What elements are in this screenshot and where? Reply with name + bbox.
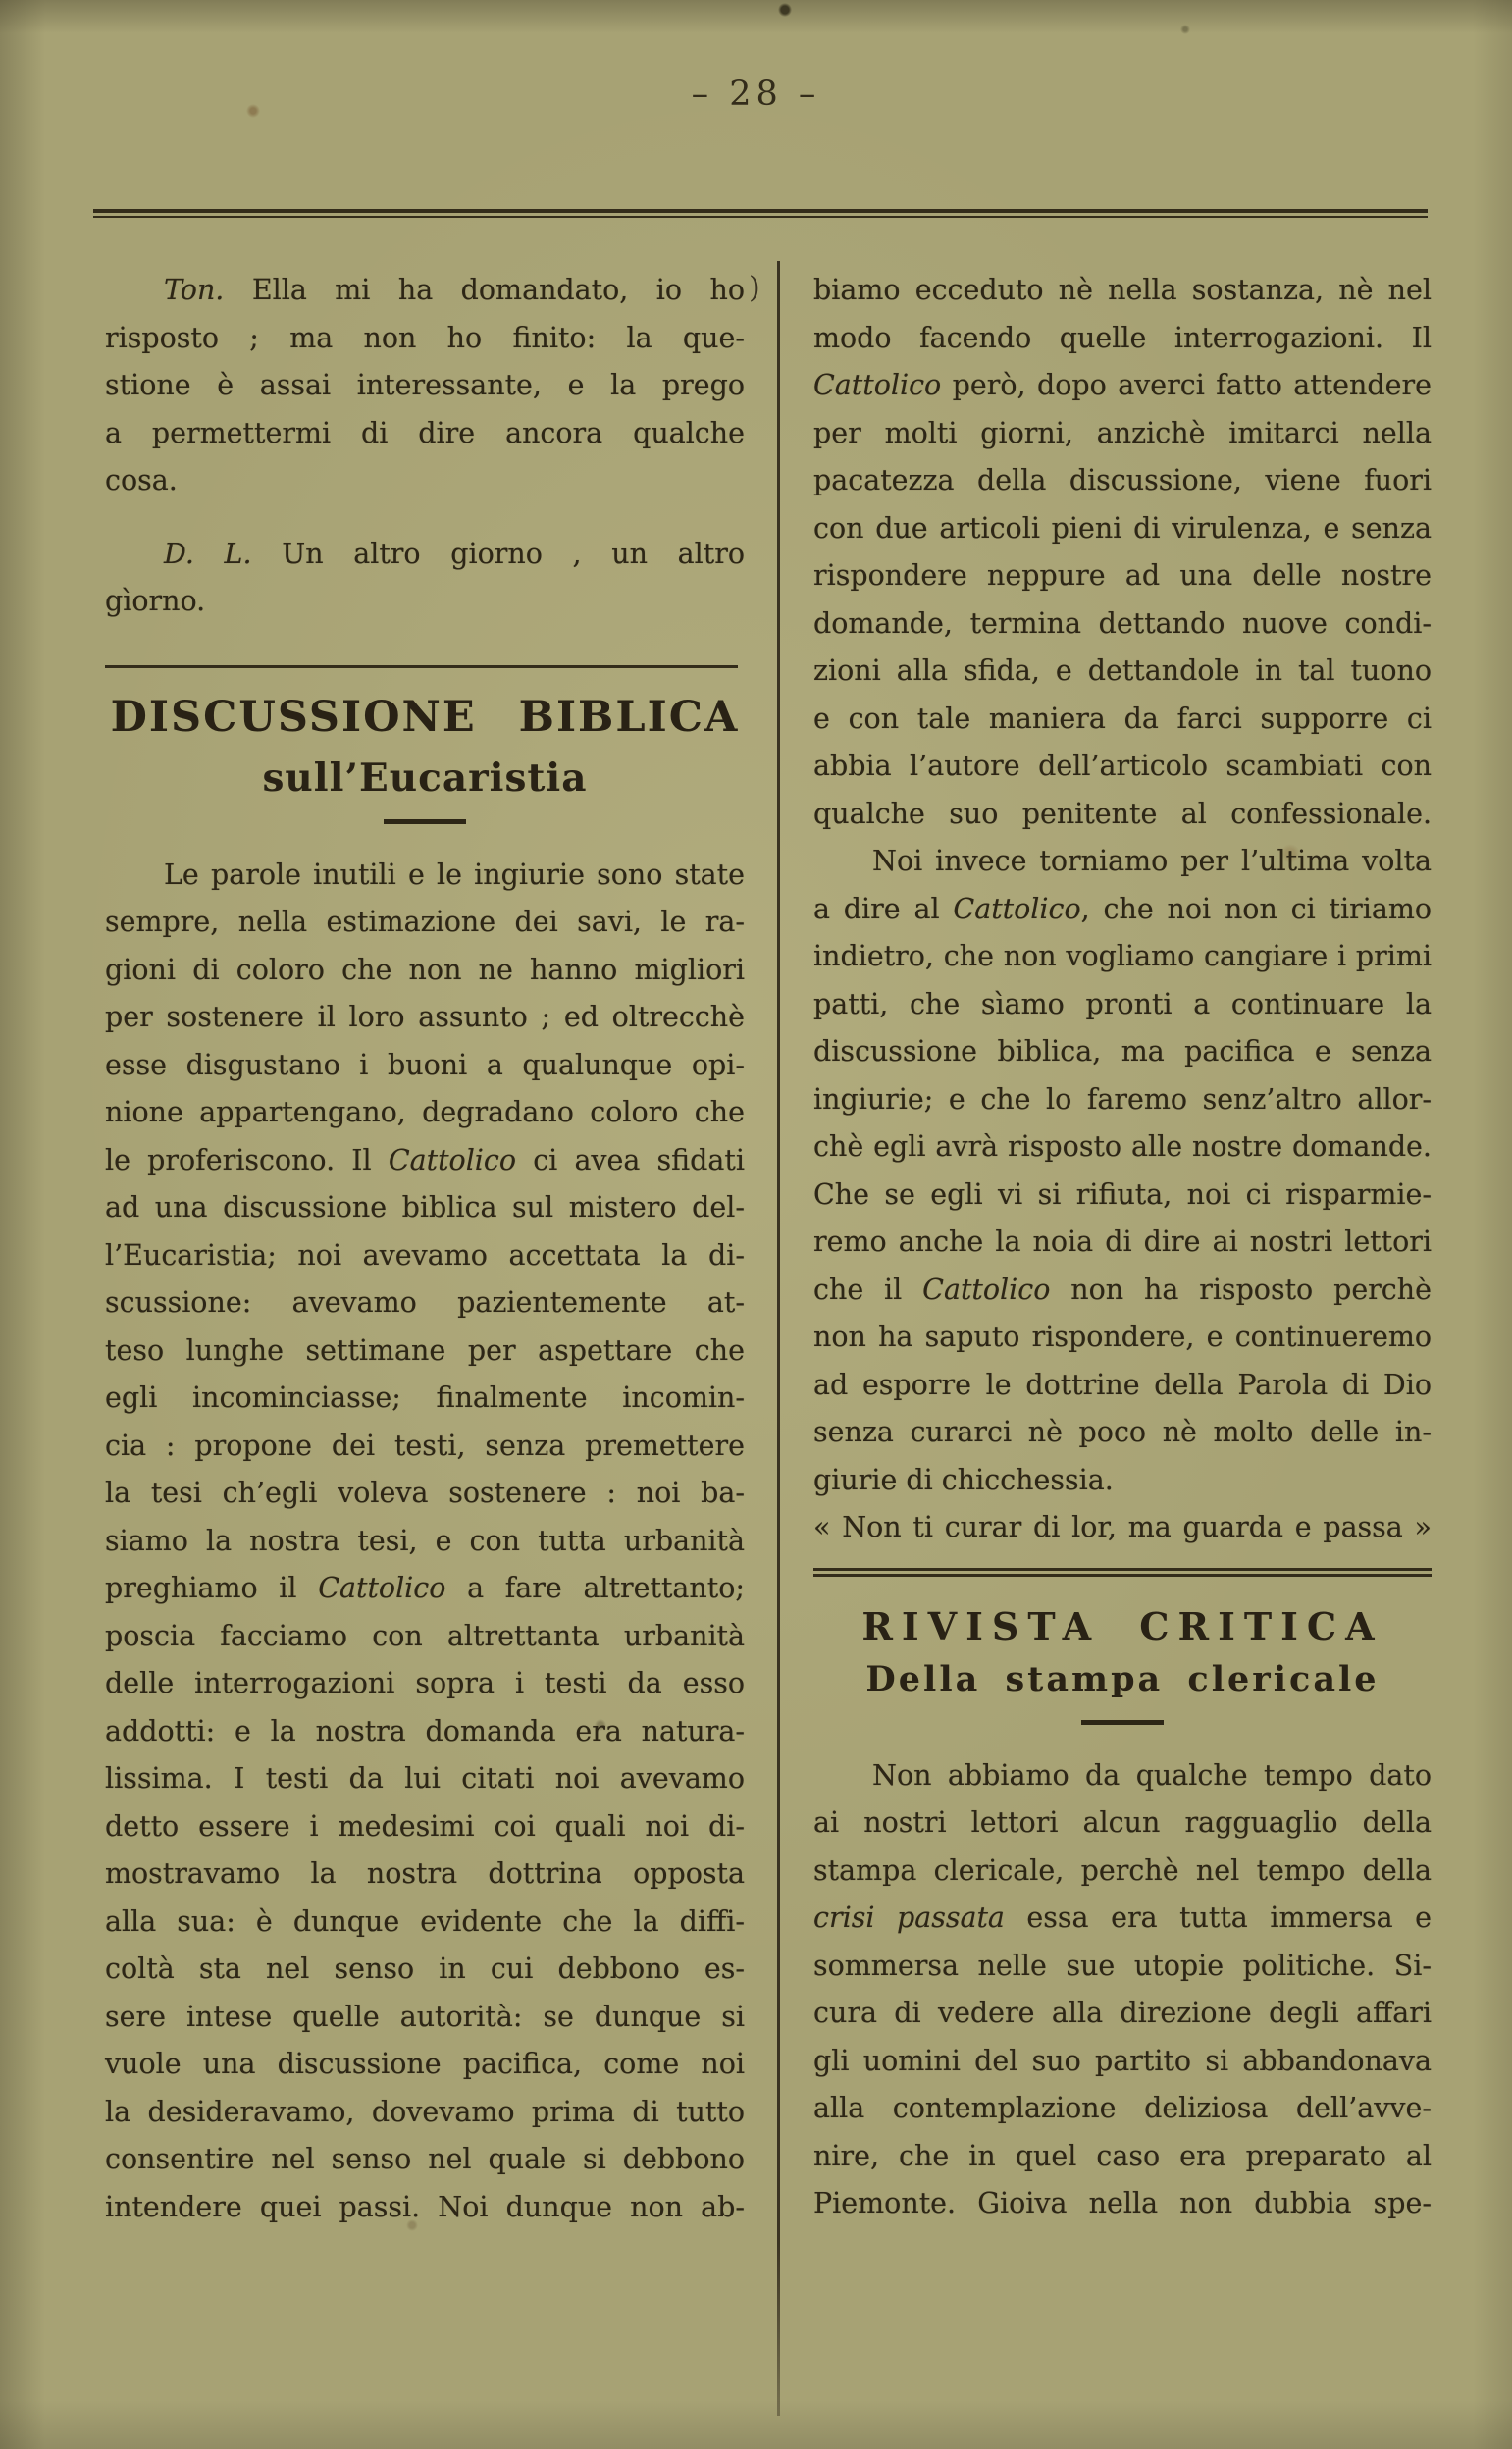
italic-text: Cattolico (388, 1143, 517, 1176)
body-text: abbia l’autore dell’articolo scambiati con (813, 750, 1432, 782)
body-text: Non abbiamo da qualche tempo dato (872, 1758, 1432, 1792)
body-text: per sostenere il loro assunto ; ed oltrecchè (105, 1001, 745, 1033)
body-text: rispondere neppure ad una delle nostre (813, 559, 1432, 592)
body-text: per molti giorni, anzichè imitarci nella (813, 416, 1432, 449)
text-line (105, 1423, 745, 1471)
text-line (105, 410, 745, 458)
column-divider-rule (777, 261, 780, 2416)
rivista-critica-heading: RIVISTA CRITICA (861, 1603, 1383, 1648)
text-line (813, 1848, 1432, 1896)
text-line (813, 838, 1432, 886)
body-text: ad una discussione biblica sul mistero del- (105, 1191, 745, 1224)
text-line (813, 648, 1432, 696)
paragraph (105, 531, 745, 626)
text-line (813, 933, 1432, 981)
text-line (813, 2085, 1432, 2133)
body-text: egli incominciasse; finalmente incomin- (105, 1381, 745, 1414)
body-text: chè egli avrà risposto alle nostre domande. (813, 1130, 1432, 1163)
text-line (813, 1943, 1432, 1991)
text-line (813, 1362, 1432, 1410)
body-text: ci avea sfidati (516, 1143, 745, 1176)
text-line (105, 2089, 745, 2137)
text-line (105, 1328, 745, 1376)
body-text: nione appartengano, degradano coloro che (105, 1096, 745, 1128)
text-line (813, 600, 1432, 649)
text-line (813, 1504, 1432, 1552)
text-line (105, 362, 745, 410)
text-line (105, 899, 745, 947)
text-line (105, 2184, 745, 2232)
text-line (813, 743, 1432, 791)
body-text: sere intese quelle autorità: se dunque si (105, 2000, 745, 2033)
della-stampa-clericale-heading: Della stampa clericale (865, 1658, 1380, 1699)
discussione-biblica-heading: DISCUSSIONE BIBLICA (110, 692, 740, 742)
text-line (813, 1123, 1432, 1172)
text-line (813, 791, 1432, 839)
italic-text: Cattolico (922, 1273, 1051, 1306)
body-text: sempre, nella estimazione dei savi, le ra- (105, 906, 745, 938)
body-text: cosa. (105, 464, 178, 496)
text-line (105, 1089, 745, 1137)
text-line (813, 1457, 1432, 1505)
body-text: Piemonte. Gioiva nella non dubbia spe- (813, 2187, 1432, 2219)
paragraph (105, 267, 745, 505)
body-text: indietro, che non vogliamo cangiare i primi (813, 940, 1432, 972)
body-text: non ha saputo rispondere, e continueremo (813, 1321, 1432, 1353)
text-line (813, 505, 1432, 553)
text-line (105, 947, 745, 995)
body-text: siamo la nostra tesi, e con tutta urbanità (105, 1524, 745, 1557)
body-text: domande, termina dettando nuove condi- (813, 606, 1432, 640)
body-text: consentire nel senso nel quale si debbono (105, 2143, 745, 2175)
body-text: « Non ti curar di lor, ma guarda e passa » (813, 1511, 1432, 1543)
body-text: ad esporre le dottrine della Parola di Dio (813, 1368, 1432, 1401)
body-text: risposto ; ma non ho finito: la que- (105, 321, 745, 354)
paragraph (813, 267, 1432, 838)
body-text: a fare altrettanto; (445, 1572, 745, 1604)
body-text: ai nostri lettori alcun ragguaglio della (813, 1806, 1432, 1839)
body-text: Noi invece torniamo per l’ultima volta (872, 845, 1432, 877)
body-text: pacatezza della discussione, viene fuori (813, 464, 1432, 496)
body-text: mostravamo la nostra dottrina opposta (105, 1857, 745, 1890)
body-text: l’Eucaristia; noi avevamo accettata la di- (105, 1238, 745, 1272)
text-line (105, 1375, 745, 1423)
text-line (813, 552, 1432, 600)
body-text: patti, che sìamo pronti a continuare la (813, 987, 1432, 1020)
text-line (105, 1042, 745, 1090)
text-line (813, 1409, 1432, 1457)
body-text: la desideravamo, dovevamo prima di tutto (105, 2095, 745, 2128)
body-text: però, dopo averci fatto attendere (941, 369, 1432, 401)
right-column (813, 267, 1432, 2228)
text-line (813, 1314, 1432, 1362)
text-line (105, 267, 745, 315)
text-line (813, 1752, 1432, 1800)
paragraph (813, 1752, 1432, 2228)
text-line (105, 1803, 745, 1851)
body-text: sommersa nelle sue utopie politiche. Si- (813, 1949, 1432, 1982)
text-line (813, 2133, 1432, 2181)
text-line (105, 852, 745, 900)
italic-text: Cattolico (813, 369, 942, 401)
text-line (813, 1076, 1432, 1124)
body-text: alla contemplazione deliziosa dell’avve- (813, 2092, 1432, 2124)
body-text: ingiurie; e che lo faremo senz’altro allor- (813, 1082, 1432, 1116)
body-text: remo anche la noia di dire ai nostri lettori (813, 1225, 1432, 1258)
text-line (813, 362, 1432, 410)
text-line (105, 1755, 745, 1803)
text-line (813, 1267, 1432, 1315)
body-text: con due articoli pieni di virulenza, e senza (813, 511, 1432, 545)
section-divider-rule (105, 665, 738, 668)
text-line (105, 1994, 745, 2042)
body-text: cura di vedere alla direzione degli affari (813, 1997, 1432, 2029)
body-text: senza curarci nè poco nè molto delle in- (813, 1416, 1432, 1448)
text-line (813, 1172, 1432, 1220)
text-line (105, 2041, 745, 2089)
body-text: essa era tutta immersa e (1004, 1902, 1432, 1934)
body-text: , che noi non ci tiriamo (1080, 892, 1432, 925)
text-line (813, 410, 1432, 458)
body-text: gli uomini del suo partito si abbandonava (813, 2044, 1432, 2077)
body-text: gioni di coloro che non ne hanno migliori (105, 953, 745, 986)
text-line (813, 1990, 1432, 2038)
text-line (813, 2038, 1432, 2086)
text-line (813, 2180, 1432, 2228)
text-line (813, 315, 1432, 363)
body-text: preghiamo il (105, 1572, 319, 1604)
body-text: esse disgustano i buoni a qualunque opi- (105, 1048, 745, 1081)
left-column (105, 267, 745, 2231)
body-text: Le parole inutili e le ingiurie sono state (164, 858, 745, 891)
body-text: la tesi ch’egli voleva sostenere : noi ba- (105, 1477, 745, 1509)
text-line (105, 315, 745, 363)
body-text: alla sua: è dunque evidente che la diffi- (105, 1904, 745, 1938)
heading-dash (384, 819, 466, 824)
body-text: qualche suo penitente al confessionale. (813, 797, 1432, 830)
body-text: a permettermi di dire ancora qualche (105, 416, 745, 449)
paragraph (813, 1504, 1432, 1552)
text-line (105, 1279, 745, 1328)
text-line (813, 696, 1432, 744)
text-line (105, 1946, 745, 1994)
body-text: biamo ecceduto nè nella sostanza, nè nel (813, 274, 1432, 306)
text-line (105, 1660, 745, 1708)
text-line (105, 1137, 745, 1185)
heading-dash (1081, 1720, 1164, 1725)
text-line (813, 981, 1432, 1029)
body-text: delle interrogazioni sopra i testi da esso (105, 1667, 745, 1699)
body-text: Che se egli vi si rifiuta, noi ci risparmie- (813, 1177, 1432, 1211)
text-line (105, 1518, 745, 1566)
text-line (105, 1613, 745, 1661)
text-line (105, 1708, 745, 1756)
italic-text: Ton. (164, 274, 225, 306)
page-number: – 28 – (691, 75, 821, 114)
body-text: stione è assai interessante, e la prego (105, 369, 745, 401)
italic-text: Cattolico (318, 1572, 446, 1604)
body-text: addotti: e la nostra domanda era natura- (105, 1714, 745, 1747)
text-line (105, 1899, 745, 1947)
text-line (813, 457, 1432, 505)
body-text: giurie di chicchessia. (813, 1463, 1114, 1496)
sull-eucaristia-heading: sull’Eucaristia (262, 755, 588, 801)
text-line (105, 994, 745, 1042)
italic-text: crisi passata (813, 1902, 1005, 1934)
text-line (813, 1219, 1432, 1267)
body-text: le proferiscono. Il (105, 1143, 389, 1176)
body-text: coltà sta nel senso in cui debbono es- (105, 1953, 745, 1985)
text-line (105, 578, 745, 626)
text-line (105, 1470, 745, 1518)
body-text: zioni alla sfida, e dettandole in tal tuono (813, 654, 1432, 687)
body-text: gìorno. (105, 585, 206, 617)
italic-text: D. L. (164, 537, 252, 570)
body-text: cia : propone dei testi, senza premettere (105, 1429, 745, 1462)
text-line (813, 267, 1432, 315)
body-text: modo facendo quelle interrogazioni. Il (813, 321, 1432, 354)
text-line (813, 1028, 1432, 1076)
body-text: che il (813, 1273, 923, 1306)
body-text: poscia facciamo con altrettanta urbanità (105, 1619, 745, 1652)
body-text: intendere quei passi. Noi dunque non ab- (105, 2190, 745, 2223)
italic-text: Cattolico (953, 892, 1081, 925)
text-line (105, 1565, 745, 1613)
paragraph (105, 852, 745, 2232)
body-text: nire, che in quel caso era preparato al (813, 2139, 1432, 2172)
body-text: detto essere i medesimi coi quali noi di- (105, 1809, 745, 1843)
body-text: vuole una discussione pacifica, come noi (105, 2048, 745, 2080)
text-line (105, 1184, 745, 1232)
paragraph (813, 838, 1432, 1504)
body-text: teso lunghe settimane per aspettare che (105, 1333, 745, 1367)
header-double-rule (93, 209, 1428, 219)
body-text: stampa clericale, perchè nel tempo della (813, 1853, 1432, 1887)
body-text: a dire al (813, 892, 954, 925)
text-line (813, 886, 1432, 934)
text-line (105, 1850, 745, 1899)
section-divider-double-rule (813, 1568, 1432, 1577)
text-line (105, 457, 745, 505)
body-text: scussione: avevamo pazientemente at- (105, 1286, 745, 1319)
body-text: lissima. I testi da lui citati noi avevamo (105, 1762, 745, 1795)
body-text: e con tale maniera da farci supporre ci (813, 702, 1432, 735)
body-text: Un altro giorno , un altro (251, 537, 745, 570)
stray-ink-mark: ) (749, 271, 760, 305)
body-text: non ha risposto perchè (1050, 1273, 1432, 1306)
text-line (813, 1799, 1432, 1848)
text-line (105, 531, 745, 579)
text-line (813, 1895, 1432, 1943)
text-line (105, 2136, 745, 2184)
body-text: discussione biblica, ma pacifica e senza (813, 1035, 1432, 1068)
body-text: Ella mi ha domandato, io ho (224, 274, 745, 306)
text-line (105, 1232, 745, 1280)
